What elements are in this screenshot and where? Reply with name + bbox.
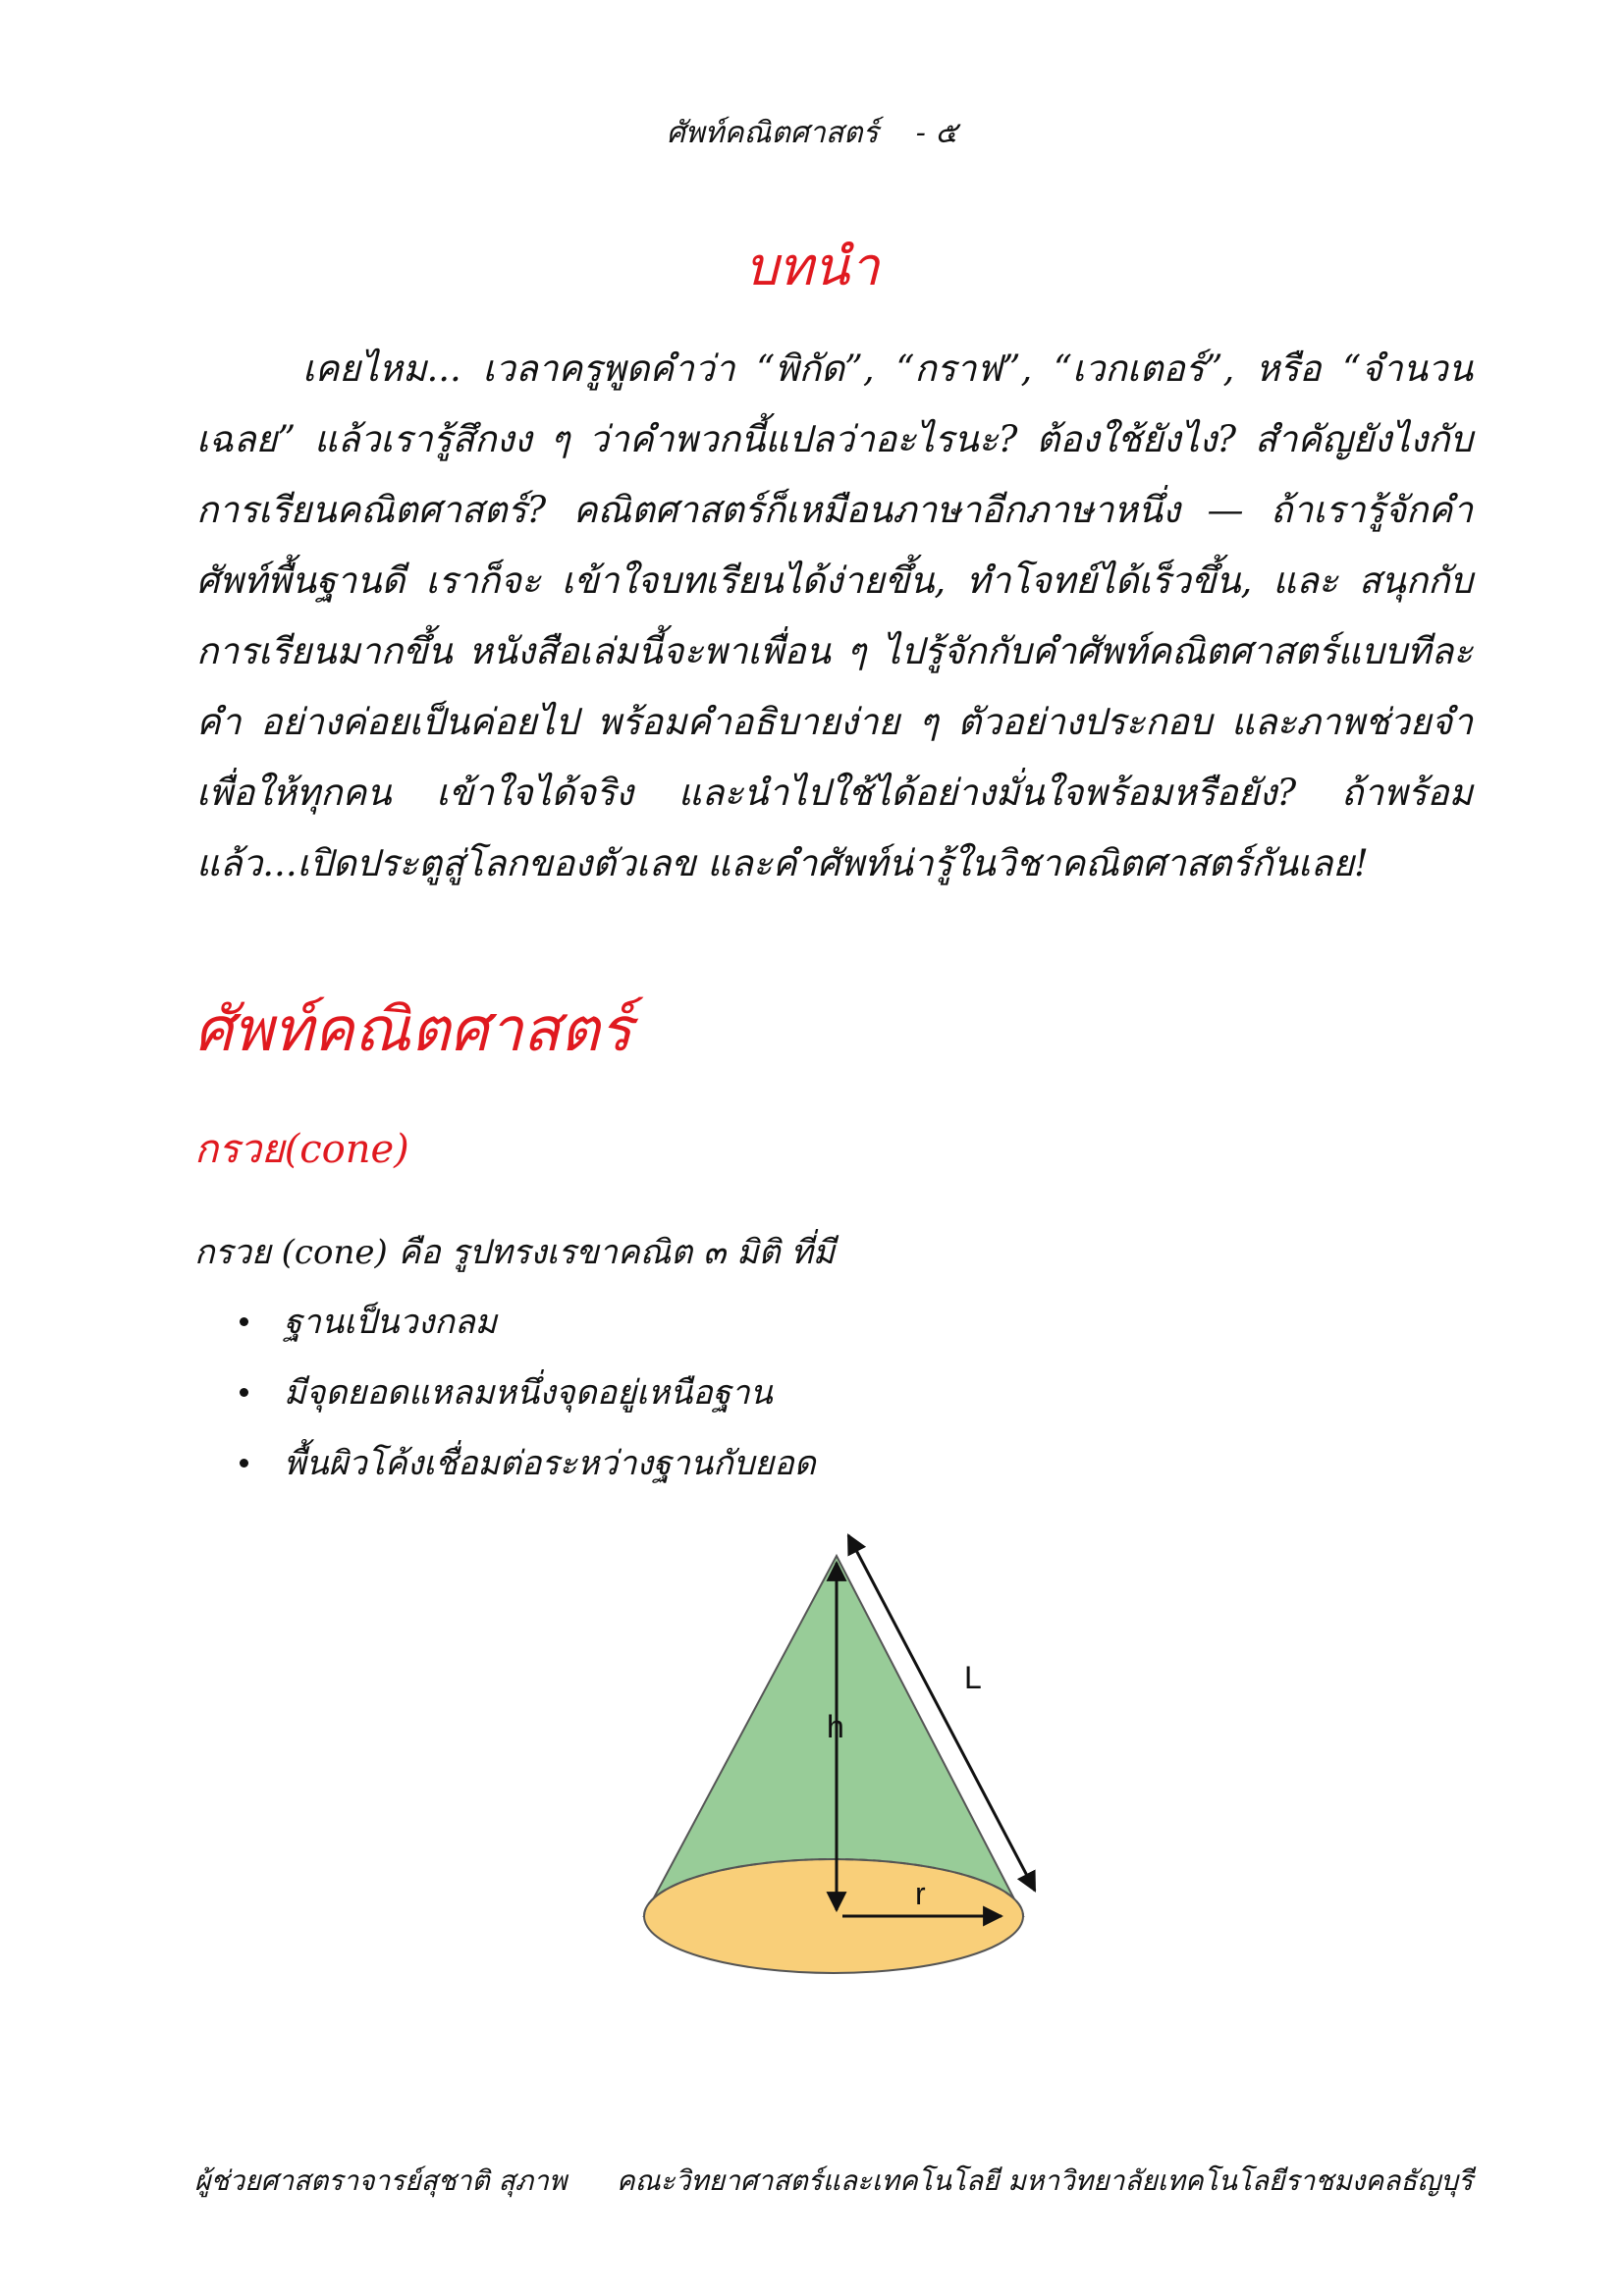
bullet-text: มีจุดยอดแหลมหนึ่งจุดอยู่เหนือฐาน	[284, 1373, 773, 1413]
slant-label: L	[964, 1660, 982, 1695]
list-item	[240, 1427, 816, 1498]
bullet-text: ฐานเป็นวงกลม	[284, 1303, 498, 1342]
list-item	[240, 1357, 816, 1427]
cone-diagram	[619, 1512, 1070, 2022]
intro-paragraph: เคยไหม... เวลาครูพูดคำว่า “พิกัด”, “กราฟ”, “เวกเตอร์”, หรือ “จำนวนเฉลย” แล้วเรารู้สึกงง ๆ ว่าคำพวกนี้แปลว่าอะไรนะ? ต้องใช้ยังไง? สำคัญยังไงกับการเรียนคณิตศาสตร์? คณิตศาสตร์ก็เหมือนภาษาอีกภาษาหนึ่ง — ถ้าเรารู้จักคำศัพท์พื้นฐานดี เราก็จะ เข้าใจบทเรียนได้ง่ายขึ้น, ทำโจทย์ได้เร็วขึ้น, และ สนุกกับการเรียนมากขึ้น หนังสือเล่มนี้จะพาเพื่อน ๆ ไปรู้จักกับคำศัพท์คณิตศาสตร์แบบทีละคำ อย่างค่อยเป็นค่อยไป พร้อมคำอธิบายง่าย ๆ ตัวอย่างประกอบ และภาพช่วยจำ เพื่อให้ทุกคน เข้าใจได้จริง และนำไปใช้ได้อย่างมั่นใจพร้อมหรือยัง? ถ้าพร้อมแล้ว...เปิดประตูสู่โลกของตัวเลข และคำศัพท์น่ารู้ในวิชาคณิตศาสตร์กันเลย!	[196, 347, 1473, 884]
intro-title: บทนำ	[744, 236, 880, 297]
section-title: ศัพท์คณิตศาสตร์	[194, 993, 632, 1065]
term-title: กรวย(cone)	[194, 1127, 409, 1172]
list-item	[240, 1286, 816, 1357]
bullet-icon	[240, 1459, 248, 1468]
footer-affiliation: คณะวิทยาศาสตร์และเทคโนโลยี มหาวิทยาลัยเทคโนโลยีราชมงคลธัญบุรี	[616, 2164, 1473, 2197]
bullet-icon	[240, 1388, 248, 1397]
bullet-icon	[240, 1317, 248, 1326]
page-footer	[194, 2160, 1473, 2203]
page-number: - ๕	[915, 116, 958, 150]
term-bullet-list	[240, 1286, 816, 1498]
height-label: h	[827, 1709, 844, 1744]
page-header	[0, 110, 1624, 156]
bullet-text: พื้นผิวโค้งเชื่อมต่อระหว่างฐานกับยอด	[284, 1444, 816, 1483]
running-title: ศัพท์คณิตศาสตร์	[666, 116, 879, 150]
footer-author: ผู้ช่วยศาสตราจารย์สุชาติ สุภาพ	[194, 2164, 568, 2197]
radius-label: r	[915, 1876, 926, 1911]
term-definition: กรวย (cone) คือ รูปทรงเรขาคณิต ๓ มิติ ที่มี	[194, 1233, 836, 1272]
